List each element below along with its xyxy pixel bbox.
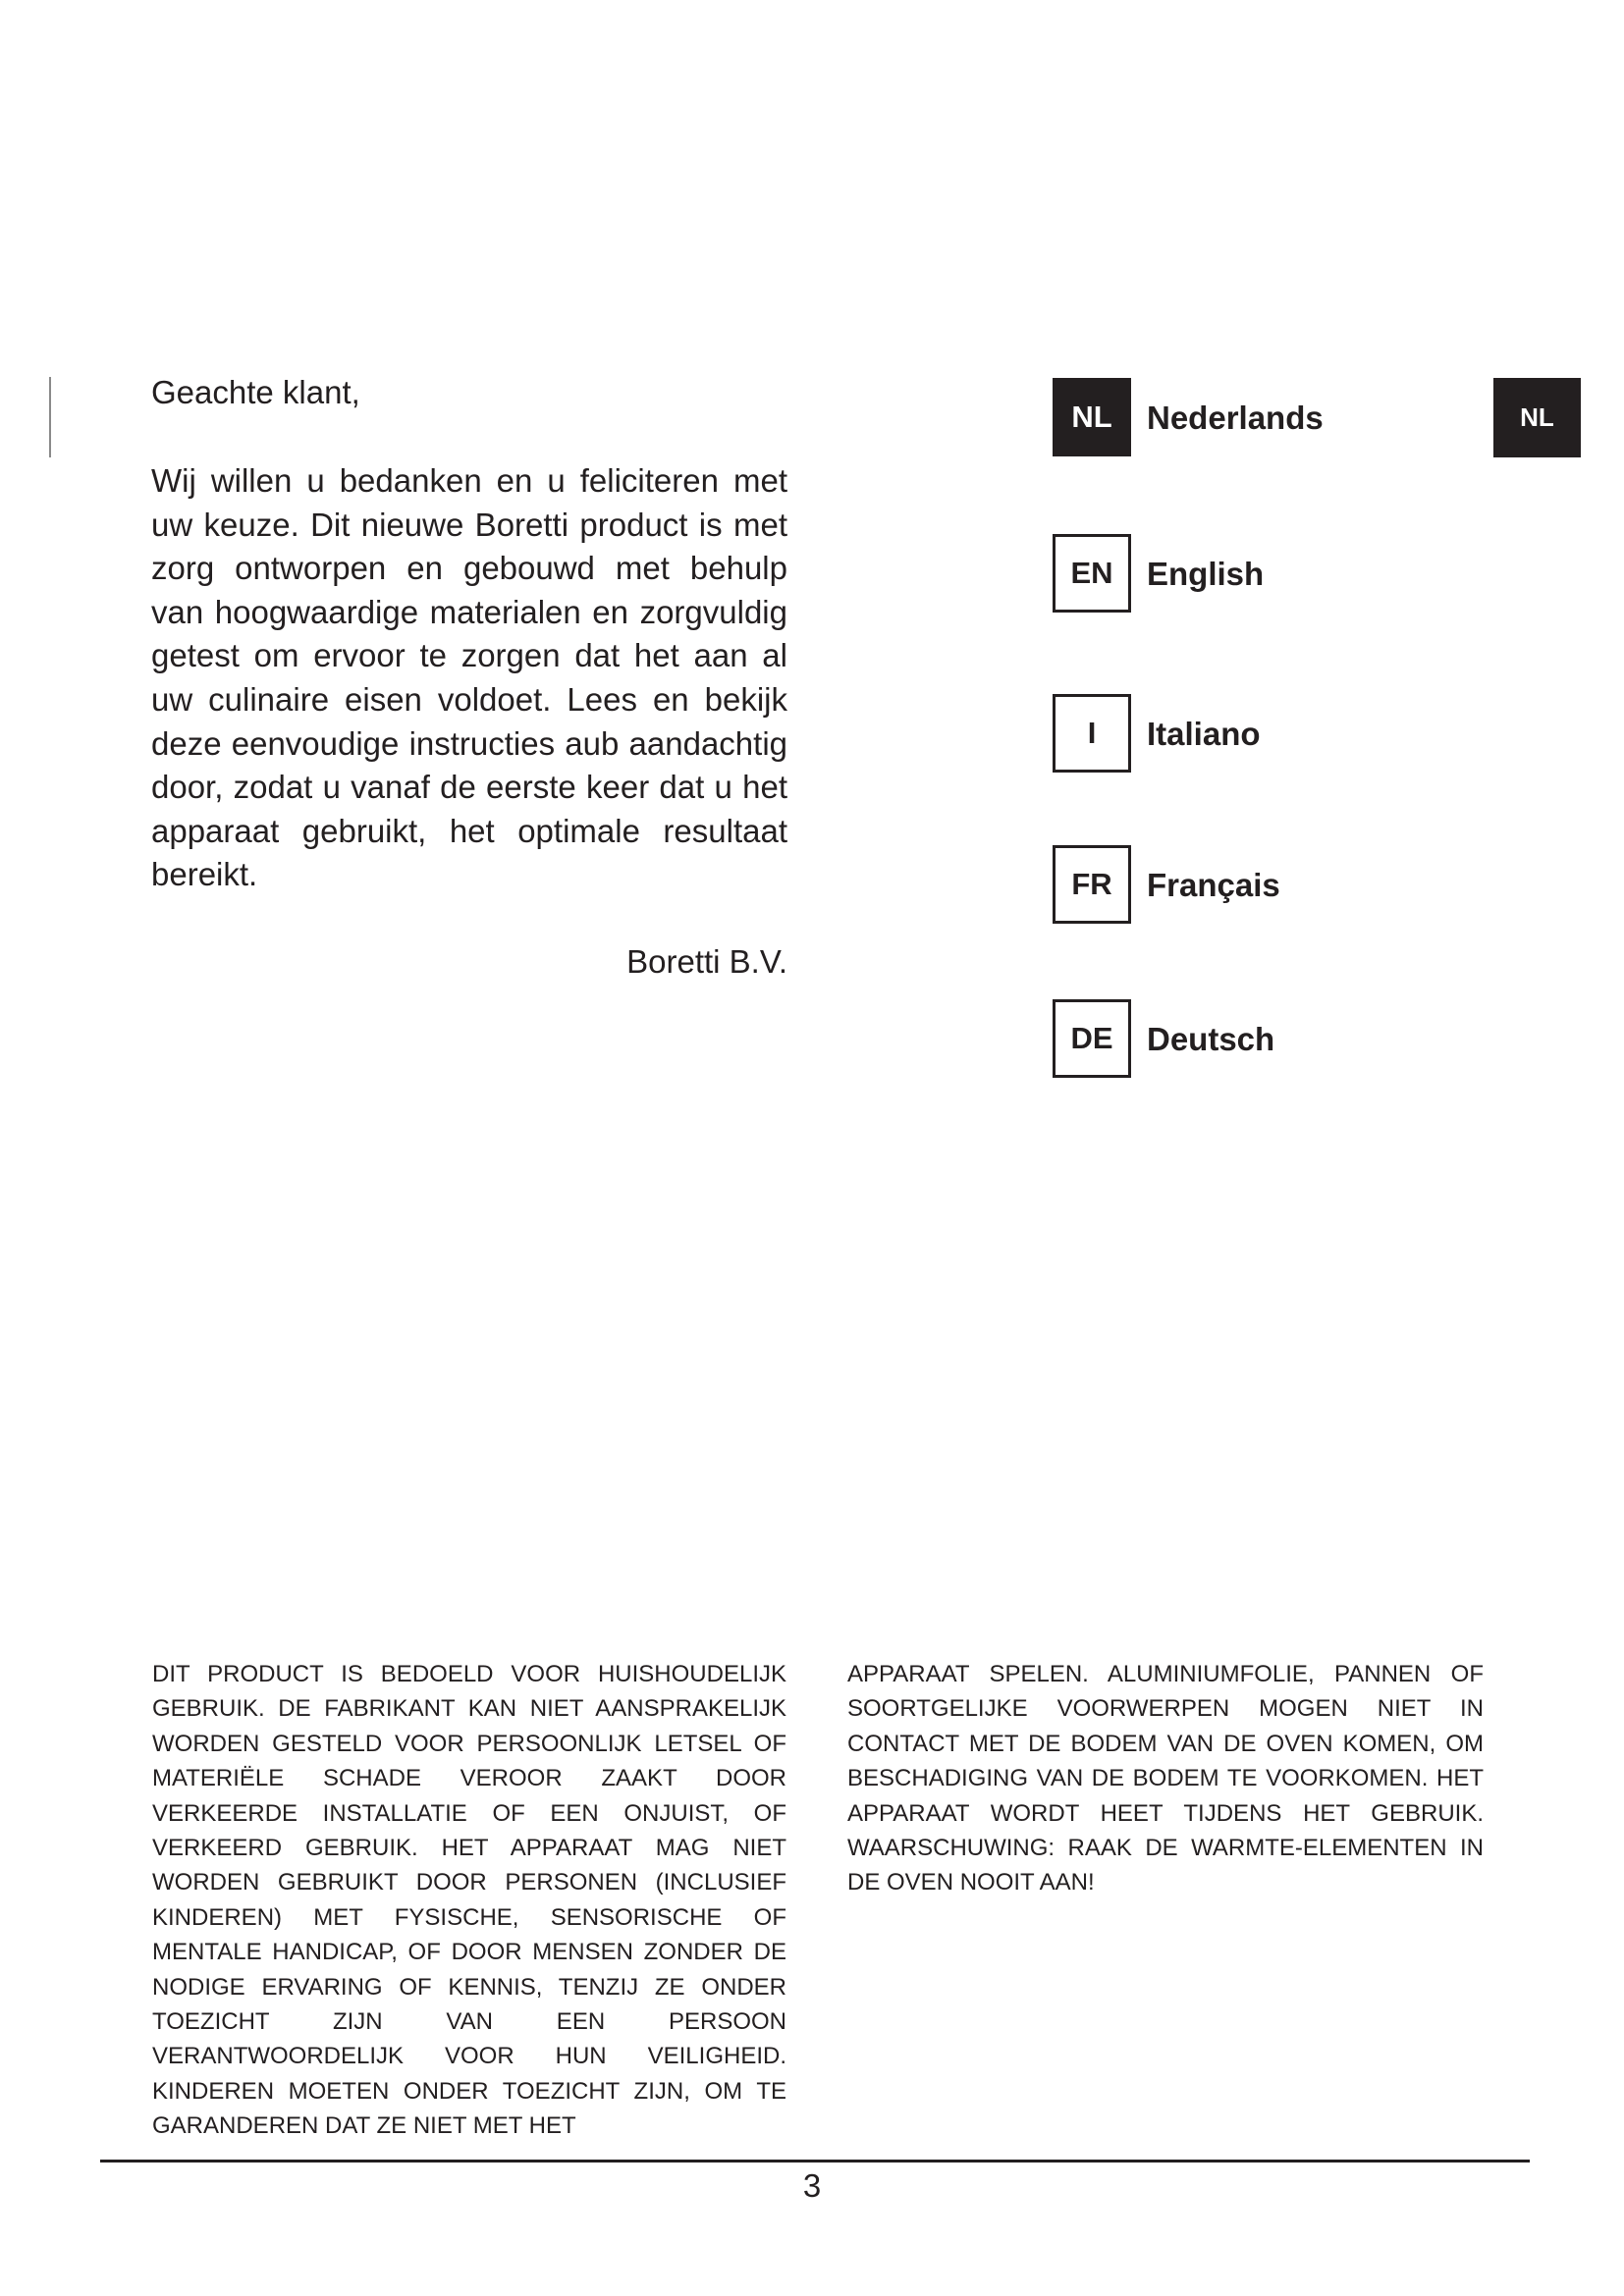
letter-signature: Boretti B.V. xyxy=(626,943,787,980)
language-code: I xyxy=(1053,694,1131,773)
letter-body: Wij willen u bedanken en u feliciteren met uw keuze. Dit nieuwe Boretti product is met zorg ontworpen en gebouwd met behulp van hoogwaardige materialen en zorgvuldig getest om ervoor te zorgen dat het aan al uw culinaire eisen voldoet. Lees en bekijk deze eenvoudige instructies aub aandachtig door, zodat u vanaf de eerste keer dat u het apparaat gebruikt, het optimale resultaat bereikt. xyxy=(151,462,787,893)
margin-marker xyxy=(49,377,51,457)
language-code: EN xyxy=(1053,534,1131,613)
language-item-it[interactable] xyxy=(1053,694,1367,773)
safety-warning-left: DIT PRODUCT IS BEDOELD VOOR HUISHOUDELIJK GEBRUIK. DE FABRIKANT KAN NIET AANSPRAKELIJK WORDEN GESTELD VOOR PERSOONLIJK LETSEL OF MATERIËLE SCHADE VEROOR ZAAKT DOOR VERKEERDE INSTALLATIE OF EEN ONJUIST, OF VERKEERD GEBRUIK. HET APPARAAT MAG NIET WORDEN GEBRUIKT DOOR PERSONEN (INCLUSIEF KINDEREN) MET FYSISCHE, SENSORISCHE OF MENTALE HANDICAP, OF DOOR MENSEN ZONDER DE NODIGE ERVARING OF KENNIS, TENZIJ ZE ONDER TOEZICHT ZIJN VAN EEN PERSOON VERANTWOORDELIJK VOOR HUN VEILIGHEID. KINDEREN MOETEN ONDER TOEZICHT ZIJN, OM TE GARANDEREN DAT ZE NIET MET HET xyxy=(152,1661,786,2140)
language-name: English xyxy=(1147,556,1265,592)
section-language-tab: NL xyxy=(1493,378,1581,457)
language-code: DE xyxy=(1053,999,1131,1078)
page-number: 3 xyxy=(802,2167,822,2204)
language-item-de[interactable] xyxy=(1053,999,1367,1078)
language-code: FR xyxy=(1053,845,1131,924)
language-name: Français xyxy=(1147,867,1280,903)
safety-warning-right: APPARAAT SPELEN. ALUMINIUMFOLIE, PANNEN OF SOORTGELIJKE VOORWERPEN MOGEN NIET IN CONTACT MET DE BODEM VAN DE OVEN KOMEN, OM BESCHADIGING VAN DE BODEM TE VOORKOMEN. HET APPARAAT WORDT HEET TIJDENS HET GEBRUIK. WAARSCHUWING: RAAK DE WARMTE-ELEMENTEN IN DE OVEN NOOIT AAN! xyxy=(847,1661,1484,1896)
language-item-nl[interactable] xyxy=(1053,378,1367,456)
language-item-en[interactable] xyxy=(1053,534,1367,613)
footer-rule xyxy=(100,2160,1530,2163)
language-code: NL xyxy=(1053,378,1131,456)
language-name: Nederlands xyxy=(1147,400,1324,436)
letter-greeting: Geachte klant, xyxy=(151,374,360,410)
language-name: Italiano xyxy=(1147,716,1261,752)
language-item-fr[interactable] xyxy=(1053,845,1367,924)
language-name: Deutsch xyxy=(1147,1021,1275,1057)
